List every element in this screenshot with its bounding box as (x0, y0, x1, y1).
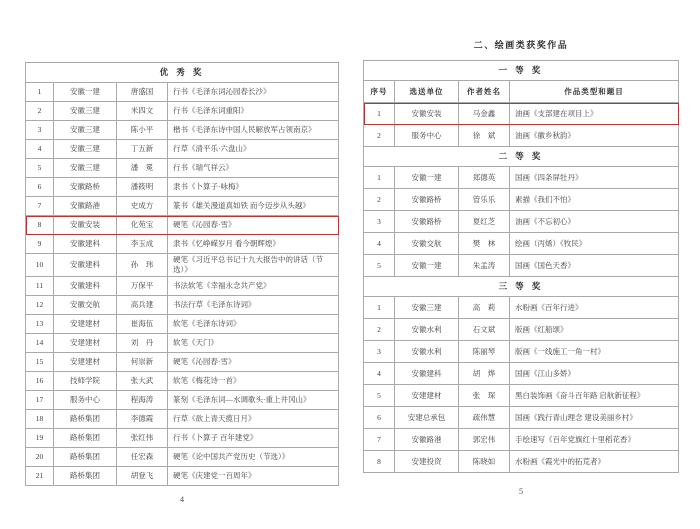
cell-unit: 安徽建科 (395, 363, 459, 385)
cell-no: 6 (26, 178, 54, 197)
cell-author: 米四文 (117, 102, 168, 121)
cell-unit: 安徽三建 (395, 297, 459, 319)
cell-unit: 安徽安装 (395, 103, 459, 125)
table-row (364, 319, 679, 341)
column-header: 作者姓名 (459, 81, 510, 103)
cell-author: 郭宏伟 (459, 429, 510, 451)
cell-work: 版画《红船颂》 (510, 319, 679, 341)
cell-work: 行书《卜算子 百年建党》 (168, 428, 339, 447)
cell-unit: 安徽三建 (54, 159, 117, 178)
cell-work: 油画《不忘初心》 (510, 211, 679, 233)
cell-work: 书法软笔《幸福永念共产党》 (168, 276, 339, 295)
table-row (364, 255, 679, 277)
cell-work: 行草《清平乐·六盘山》 (168, 140, 339, 159)
cell-work: 软笔《天门》 (168, 333, 339, 352)
table-row (26, 409, 339, 428)
cell-unit: 安徽水利 (395, 341, 459, 363)
cell-work: 国画《四条屏牡丹》 (510, 167, 679, 189)
prize-section-title: 三 等 奖 (364, 277, 679, 297)
cell-work: 国画《践行青山理念 建设美丽乡村》 (510, 407, 679, 429)
cell-unit: 安徽路桥 (395, 211, 459, 233)
table-row (26, 333, 339, 352)
cell-author: 夏红芝 (459, 211, 510, 233)
prize-section-row (364, 277, 679, 297)
cell-no: 8 (364, 451, 395, 473)
cell-author: 刘 丹 (117, 333, 168, 352)
cell-work: 楷书《毛泽东诗中国人民解放军占领南京》 (168, 121, 339, 140)
cell-author: 胡登飞 (117, 466, 168, 485)
cell-unit: 安建建材 (395, 385, 459, 407)
cell-work: 软笔《梅花诗一首》 (168, 371, 339, 390)
cell-no: 14 (26, 333, 54, 352)
cell-no: 1 (364, 297, 395, 319)
cell-no: 4 (364, 363, 395, 385)
cell-no: 5 (26, 159, 54, 178)
column-header-row (364, 81, 679, 103)
table-row (26, 216, 339, 235)
table-row (26, 178, 339, 197)
cell-work: 黑白装饰画《奋斗百年路 启航新征程》 (510, 385, 679, 407)
column-header: 选送单位 (395, 81, 459, 103)
table-row (26, 83, 339, 102)
cell-work: 行书《毛泽东词重阳》 (168, 102, 339, 121)
cell-work: 行书《毛泽东词沁园春长沙》 (168, 83, 339, 102)
cell-author: 高兵建 (117, 295, 168, 314)
cell-author: 何崇新 (117, 352, 168, 371)
cell-work: 硬笔《论中国共产党历史（节选）》 (168, 447, 339, 466)
cell-work: 硬笔《沁园春·雪》 (168, 352, 339, 371)
painting-award-table (363, 60, 679, 473)
cell-work: 软笔《毛泽东诗词》 (168, 314, 339, 333)
cell-work: 篆刻《毛泽东词—水调歌头·重上井冈山》 (168, 390, 339, 409)
cell-no: 16 (26, 371, 54, 390)
cell-work: 素描《我们不怕》 (510, 189, 679, 211)
table-row (26, 371, 339, 390)
table-row (26, 447, 339, 466)
cell-no: 21 (26, 466, 54, 485)
cell-no: 18 (26, 409, 54, 428)
cell-no: 2 (364, 189, 395, 211)
cell-no: 5 (364, 385, 395, 407)
cell-author: 潘 冕 (117, 159, 168, 178)
cell-author: 李德霞 (117, 409, 168, 428)
cell-unit: 路桥集团 (54, 428, 117, 447)
cell-work: 硬笔《沁园春·雪》 (168, 216, 339, 235)
cell-author: 马金鑫 (459, 103, 510, 125)
table-row (26, 197, 339, 216)
cell-author: 胡 烨 (459, 363, 510, 385)
cell-no: 1 (364, 167, 395, 189)
table-row (26, 276, 339, 295)
table-row (364, 189, 679, 211)
cell-author: 化苑宝 (117, 216, 168, 235)
column-header: 作品类型和题目 (510, 81, 679, 103)
cell-work: 油画《支部建在项目上》 (510, 103, 679, 125)
cell-work: 手绘速写《百年党旗红十里稻花香》 (510, 429, 679, 451)
cell-work: 版画《一线施工一角一村》 (510, 341, 679, 363)
cell-unit: 安徽水利 (395, 319, 459, 341)
table-row (364, 211, 679, 233)
table-row (26, 314, 339, 333)
cell-no: 3 (26, 121, 54, 140)
cell-work: 油画《徽乡秋韵》 (510, 125, 679, 147)
cell-unit: 服务中心 (395, 125, 459, 147)
cell-no: 11 (26, 276, 54, 295)
prize-section-row (364, 61, 679, 81)
cell-author: 管乐乐 (459, 189, 510, 211)
cell-author: 徐 斌 (459, 125, 510, 147)
prize-section-title: 二 等 奖 (364, 147, 679, 167)
cell-author: 崔海伍 (117, 314, 168, 333)
table-row (364, 167, 679, 189)
cell-no: 2 (364, 125, 395, 147)
column-header: 序号 (364, 81, 395, 103)
cell-unit: 安徽三建 (54, 102, 117, 121)
cell-no: 1 (26, 83, 54, 102)
cell-unit: 安建投资 (395, 451, 459, 473)
cell-unit: 安建建材 (54, 333, 117, 352)
cell-unit: 安徽路港 (54, 197, 117, 216)
cell-author: 唐盛国 (117, 83, 168, 102)
cell-unit: 安徽路桥 (395, 189, 459, 211)
cell-author: 樊 林 (459, 233, 510, 255)
cell-unit: 安建总承包 (395, 407, 459, 429)
cell-author: 陈小平 (117, 121, 168, 140)
cell-no: 15 (26, 352, 54, 371)
table-title: 优 秀 奖 (26, 63, 339, 83)
cell-no: 19 (26, 428, 54, 447)
cell-work: 水粉画《霞光中的拓荒者》 (510, 451, 679, 473)
cell-no: 3 (364, 211, 395, 233)
cell-no: 7 (26, 197, 54, 216)
cell-author: 孙 玮 (117, 254, 168, 277)
cell-work: 水粉画《百年行进》 (510, 297, 679, 319)
cell-author: 万保平 (117, 276, 168, 295)
cell-work: 硬笔《习近平总书记十九大报告中的讲话（节选）》 (168, 254, 339, 277)
cell-author: 史成方 (117, 197, 168, 216)
cell-work: 国画《江山多娇》 (510, 363, 679, 385)
table-row (26, 352, 339, 371)
table-row (364, 125, 679, 147)
cell-work: 隶书《卜算子·咏梅》 (168, 178, 339, 197)
page-right (363, 38, 679, 496)
cell-work: 绘画（丙烯）《牧民》 (510, 233, 679, 255)
cell-author: 疏伟慧 (459, 407, 510, 429)
cell-unit: 服务中心 (54, 390, 117, 409)
table-row (364, 451, 679, 473)
cell-unit: 安徽交航 (54, 295, 117, 314)
table-row (364, 103, 679, 125)
cell-author: 郑德英 (459, 167, 510, 189)
cell-work: 国画《国色天香》 (510, 255, 679, 277)
cell-no: 20 (26, 447, 54, 466)
prize-section-title: 一 等 奖 (364, 61, 679, 81)
table-row (26, 295, 339, 314)
cell-no: 5 (364, 255, 395, 277)
cell-no: 9 (26, 235, 54, 254)
cell-author: 任宏森 (117, 447, 168, 466)
cell-unit: 安徽路港 (395, 429, 459, 451)
excellence-award-rows (26, 83, 339, 486)
painting-section-title: 二、绘画类获奖作品 (473, 40, 569, 50)
cell-unit: 安徽三建 (54, 140, 117, 159)
cell-author: 陈丽琴 (459, 341, 510, 363)
cell-author: 石文斌 (459, 319, 510, 341)
prize-section-row (364, 147, 679, 167)
cell-unit: 路桥集团 (54, 409, 117, 428)
cell-work: 书法行草《毛泽东诗词》 (168, 295, 339, 314)
table-row (26, 254, 339, 277)
painting-award-rows (364, 61, 679, 473)
cell-unit: 安徽安装 (54, 216, 117, 235)
table-row (364, 385, 679, 407)
cell-unit: 安徽路桥 (54, 178, 117, 197)
cell-no: 4 (364, 233, 395, 255)
page-left (25, 62, 339, 504)
table-row (26, 140, 339, 159)
cell-unit: 安徽三建 (54, 121, 117, 140)
cell-author: 丁五新 (117, 140, 168, 159)
cell-unit: 安徽一建 (395, 255, 459, 277)
table-row (26, 466, 339, 485)
table-row (26, 121, 339, 140)
table-row (26, 102, 339, 121)
table-row (26, 235, 339, 254)
table-row (364, 429, 679, 451)
cell-unit: 安徽建科 (54, 276, 117, 295)
cell-author: 李玉成 (117, 235, 168, 254)
cell-no: 8 (26, 216, 54, 235)
cell-no: 7 (364, 429, 395, 451)
cell-author: 张大武 (117, 371, 168, 390)
table-row (364, 363, 679, 385)
cell-unit: 安徽一建 (54, 83, 117, 102)
page-number-right: 5 (519, 487, 523, 496)
cell-unit: 路桥集团 (54, 466, 117, 485)
cell-author: 张红伟 (117, 428, 168, 447)
cell-author: 高 莉 (459, 297, 510, 319)
cell-unit: 安徽一建 (395, 167, 459, 189)
cell-author: 程海涛 (117, 390, 168, 409)
cell-work: 硬笔《庆建党一百周年》 (168, 466, 339, 485)
cell-author: 陈晓如 (459, 451, 510, 473)
table-row (364, 297, 679, 319)
cell-no: 6 (364, 407, 395, 429)
cell-unit: 安徽建科 (54, 235, 117, 254)
cell-work: 行草《欲上青天揽日月》 (168, 409, 339, 428)
cell-no: 10 (26, 254, 54, 277)
cell-no: 2 (364, 319, 395, 341)
cell-unit: 路桥集团 (54, 447, 117, 466)
table-title-row (26, 63, 339, 83)
cell-author: 潘筱明 (117, 178, 168, 197)
cell-unit: 安徽建科 (54, 254, 117, 277)
cell-no: 1 (364, 103, 395, 125)
cell-no: 12 (26, 295, 54, 314)
cell-no: 3 (364, 341, 395, 363)
cell-work: 隶书《忆峥嵘岁月 看今朝辉煌》 (168, 235, 339, 254)
table-row (364, 233, 679, 255)
cell-author: 朱孟涛 (459, 255, 510, 277)
cell-no: 4 (26, 140, 54, 159)
table-row (26, 428, 339, 447)
page-number-left: 4 (180, 494, 184, 504)
table-row (364, 341, 679, 363)
cell-work: 篆书《雄关漫道真如铁 而今迈步从头越》 (168, 197, 339, 216)
table-row (26, 159, 339, 178)
cell-unit: 安徽交航 (395, 233, 459, 255)
excellence-award-table (25, 62, 339, 486)
cell-no: 2 (26, 102, 54, 121)
cell-no: 13 (26, 314, 54, 333)
table-row (26, 390, 339, 409)
cell-unit: 技师学院 (54, 371, 117, 390)
cell-no: 17 (26, 390, 54, 409)
table-row (364, 407, 679, 429)
cell-author: 张 琛 (459, 385, 510, 407)
cell-unit: 安建建材 (54, 352, 117, 371)
cell-unit: 安建建材 (54, 314, 117, 333)
cell-work: 行书《瑞气祥云》 (168, 159, 339, 178)
